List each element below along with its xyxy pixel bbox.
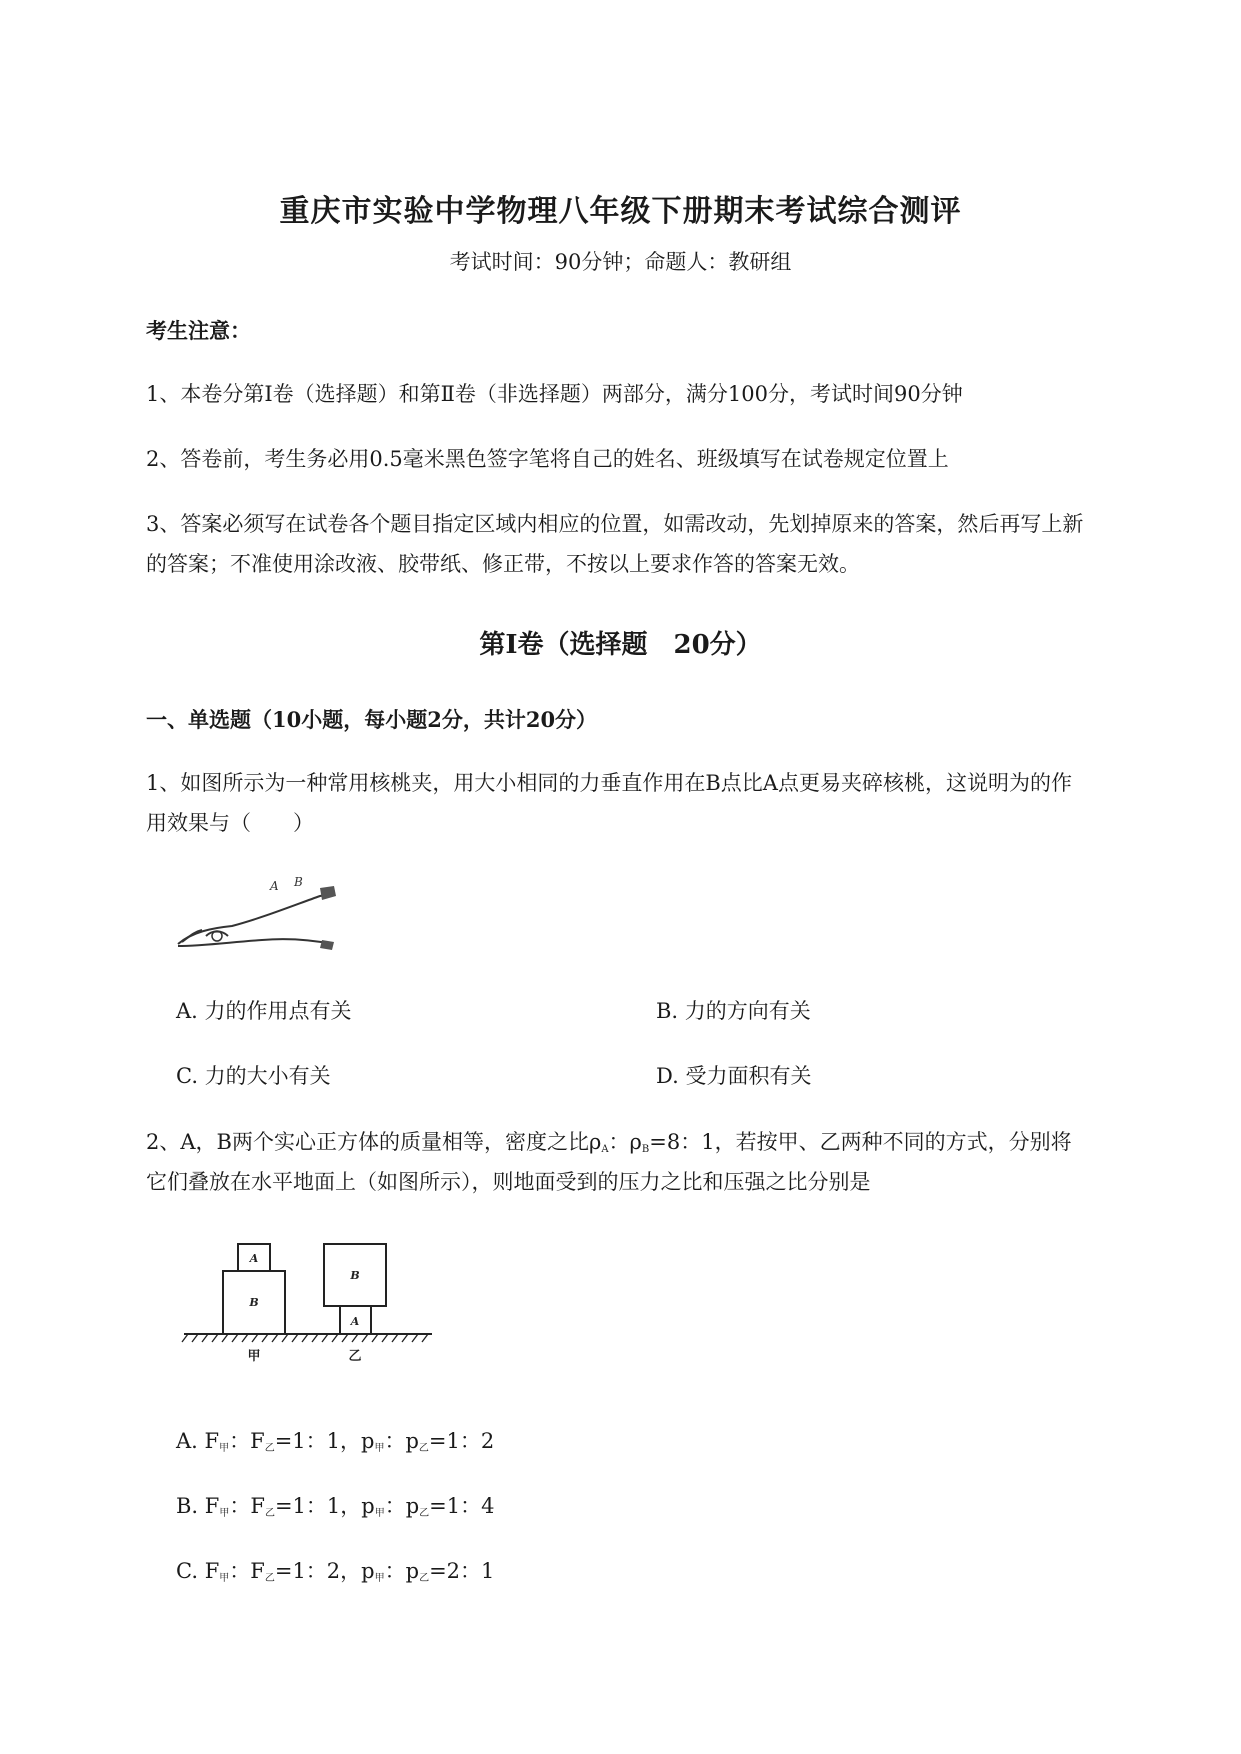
- q1-stem-line1: 1、如图所示为一种常用核桃夹，用大小相同的力垂直作用在B点比A点更易夹碎核桃，这说明为的作: [146, 771, 1072, 795]
- jia-label-a: A: [249, 1252, 259, 1265]
- q2-option-a-sub1: 甲: [219, 1443, 230, 1454]
- q2-option-a-val1: =1：1，p: [274, 1429, 375, 1453]
- q2-option-a-mid1: ：F: [229, 1429, 265, 1453]
- jia-label-b: B: [249, 1296, 259, 1309]
- q2-option-c-val2: =2：1: [429, 1559, 495, 1583]
- q2-option-b[interactable]: [176, 1490, 495, 1520]
- notice-item-2: 2、答卷前，考生务必用0.5毫米黑色签字笔将自己的姓名、班级填写在试卷规定位置上: [146, 447, 949, 471]
- q2-option-c-val1: =1：2，p: [274, 1559, 375, 1583]
- q2-option-c-mid2: ：p: [384, 1559, 420, 1583]
- q2-stem-colon: ：ρ: [608, 1130, 642, 1154]
- q2-option-b-sub3: 甲: [374, 1508, 385, 1519]
- nutcracker-figure: [172, 866, 344, 956]
- q2-option-b-sub4: 乙: [419, 1508, 430, 1519]
- section-title: 第Ⅰ卷（选择题 20分）: [479, 630, 762, 660]
- q2-option-c[interactable]: [176, 1555, 494, 1585]
- q2-stem-line1: [146, 1126, 1072, 1156]
- nutcracker-label-a: A: [270, 879, 279, 893]
- q2-option-c-sub4: 乙: [419, 1573, 430, 1584]
- notice-item-1: 1、本卷分第Ⅰ卷（选择题）和第Ⅱ卷（非选择题）两部分，满分100分，考试时间90分钟: [146, 382, 963, 406]
- q2-option-c-sub1: 甲: [219, 1573, 230, 1584]
- q2-option-b-sub1: 甲: [219, 1508, 230, 1519]
- yi-label-a: A: [350, 1315, 360, 1328]
- q2-option-a[interactable]: [176, 1425, 494, 1455]
- q2-option-a-sub2: 乙: [264, 1443, 275, 1454]
- page-title: 重庆市实验中学物理八年级下册期末考试综合测评: [279, 194, 962, 229]
- q2-stem-post: =8：1，若按甲、乙两种不同的方式，分别将: [649, 1130, 1072, 1154]
- q2-option-c-sub2: 乙: [264, 1573, 275, 1584]
- q2-option-c-sub3: 甲: [374, 1573, 385, 1584]
- q2-sub-b: B: [641, 1144, 650, 1155]
- q2-option-b-letter: B.: [176, 1494, 199, 1518]
- q2-option-c-letter: C.: [176, 1559, 198, 1583]
- q2-stem-pre: 2、A，B两个实心正方体的质量相等，密度之比ρ: [146, 1130, 602, 1154]
- q2-option-b-mid2: ：p: [384, 1494, 420, 1518]
- yi-label-b: B: [350, 1269, 360, 1282]
- q2-option-b-val1: =1：1，p: [274, 1494, 375, 1518]
- page-subtitle: 考试时间：90分钟；命题人：教研组: [449, 250, 792, 274]
- label-jia: 甲: [247, 1349, 261, 1364]
- q1-option-c[interactable]: C. 力的大小有关: [176, 1064, 331, 1088]
- q2-option-b-val2: =1：4: [429, 1494, 495, 1518]
- notice-heading: 考生注意：: [146, 318, 251, 343]
- q1-option-a[interactable]: A. 力的作用点有关: [176, 999, 352, 1023]
- ground-hatch: [182, 1334, 428, 1342]
- label-yi: 乙: [348, 1349, 362, 1364]
- q2-option-c-f: F: [204, 1559, 220, 1583]
- cube-stack-figure: [176, 1236, 440, 1374]
- q2-option-b-sub2: 乙: [264, 1508, 275, 1519]
- part-heading: 一、单选题（10小题，每小题2分，共计20分）: [146, 707, 598, 732]
- q1-stem-line2: 用效果与（ ）: [146, 811, 314, 835]
- q2-option-c-mid1: ：F: [229, 1559, 265, 1583]
- q2-option-a-sub4: 乙: [418, 1443, 429, 1454]
- q2-option-a-val2: =1：2: [428, 1429, 495, 1453]
- nutcracker-label-b: B: [294, 875, 303, 889]
- q2-option-a-mid2: ：p: [384, 1429, 419, 1453]
- notice-item-3-cont: 的答案；不准使用涂改液、胶带纸、修正带，不按以上要求作答的答案无效。: [146, 552, 860, 576]
- notice-item-3: 3、答案必须写在试卷各个题目指定区域内相应的位置，如需改动，先划掉原来的答案，然后再写上新: [146, 512, 1084, 536]
- q2-option-b-mid1: ：F: [229, 1494, 265, 1518]
- q2-option-b-f: F: [204, 1494, 220, 1518]
- q2-stem-line2: 它们叠放在水平地面上（如图所示），则地面受到的压力之比和压强之比分别是: [146, 1170, 871, 1194]
- q2-option-a-f: F: [204, 1429, 220, 1453]
- q2-option-a-letter: A.: [176, 1429, 198, 1453]
- q1-option-d[interactable]: D. 受力面积有关: [656, 1064, 812, 1088]
- q2-option-a-sub3: 甲: [374, 1443, 385, 1454]
- q1-option-b[interactable]: B. 力的方向有关: [656, 999, 811, 1023]
- q2-sub-a: A: [601, 1144, 609, 1155]
